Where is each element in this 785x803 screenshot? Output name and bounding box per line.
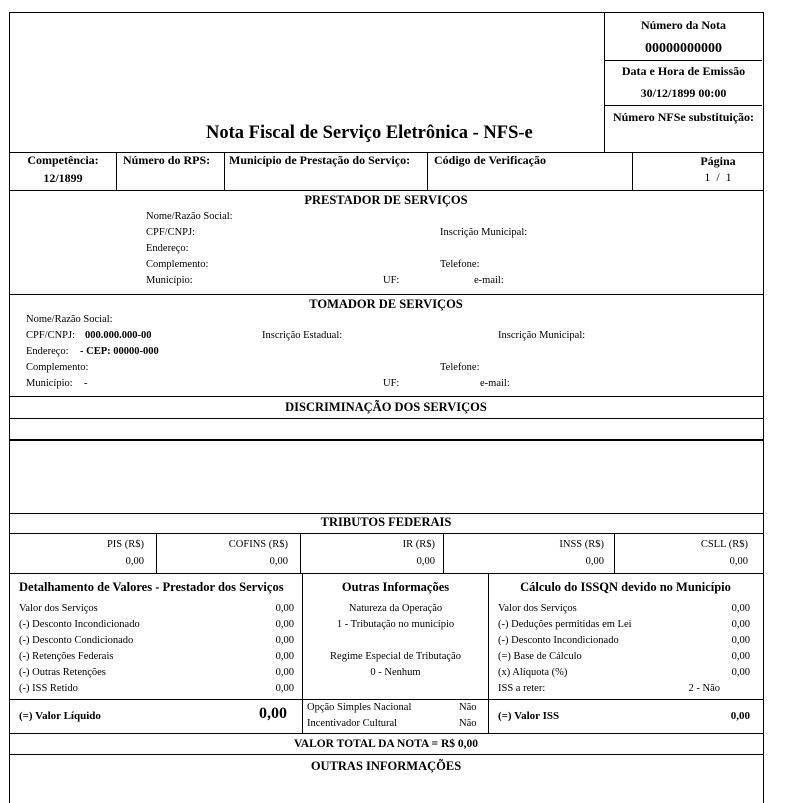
prestador-cpf-label: CPF/CNPJ: <box>146 227 196 238</box>
detalhamento-row-value: 0,00 <box>275 651 294 662</box>
valor-iss-value: 0,00 <box>730 710 750 722</box>
valor-liquido-label: (=) Valor Líquido <box>19 710 101 722</box>
nfse-substituicao-label: Número NFSe substituição: <box>612 110 755 124</box>
detalhamento-title: Detalhamento de Valores - Prestador dos Serviços <box>19 580 284 594</box>
section-divider <box>9 533 763 534</box>
tomador-inscricao-municipal-label: Inscrição Municipal: <box>498 330 586 341</box>
municipio-prestacao-label: Município de Prestação do Serviço: <box>229 153 411 167</box>
tributos-title: TRIBUTOS FEDERAIS <box>320 515 452 529</box>
section-divider <box>9 754 763 755</box>
calculo-row-label: ISS a reter: <box>498 683 546 694</box>
tomador-cpf-label: CPF/CNPJ: <box>26 330 76 341</box>
tomador-endereco-value: - CEP: 00000-000 <box>80 346 159 357</box>
valor-total-nota: VALOR TOTAL DA NOTA = R$ 0,00 <box>293 738 479 750</box>
codigo-verificacao-label: Código de Verificação <box>434 153 546 167</box>
tomador-title: TOMADOR DE SERVIÇOS <box>309 297 463 311</box>
calculo-row-label: (=) Base de Cálculo <box>498 651 582 662</box>
tomador-complemento-label: Complemento: <box>26 362 89 373</box>
pagina-value: 1 / 1 <box>704 170 732 184</box>
calculo-row-value: 0,00 <box>731 619 750 630</box>
info-divider <box>116 152 117 190</box>
section-divider <box>9 294 763 295</box>
detalhamento-row-label: (-) Outras Retenções <box>19 667 106 678</box>
detalhamento-row-value: 0,00 <box>275 667 294 678</box>
tributo-cofins-value: 0,00 <box>269 556 288 567</box>
section-divider <box>9 418 763 419</box>
prestador-uf-label: UF: <box>383 275 400 286</box>
tomador-municipio-value: - <box>84 378 88 389</box>
tributo-pis-label: PIS (R$) <box>106 539 144 550</box>
detalhamento-row-value: 0,00 <box>275 603 294 614</box>
header-right-divider <box>604 12 605 152</box>
calculo-row-value: 0,00 <box>731 635 750 646</box>
calculo-row-value: 0,00 <box>731 603 750 614</box>
tributo-inss-label: INSS (R$) <box>559 539 604 550</box>
prestador-email-label: e-mail: <box>474 275 504 286</box>
section-divider <box>9 513 763 514</box>
data-emissao-label: Data e Hora de Emissão <box>621 64 746 78</box>
section-divider <box>9 396 763 397</box>
info-divider <box>427 152 428 190</box>
data-emissao-value: 30/12/1899 00:00 <box>640 86 727 100</box>
discriminacao-title: DISCRIMINAÇÃO DOS SERVIÇOS <box>285 400 487 414</box>
prestador-inscricao-municipal-label: Inscrição Municipal: <box>440 227 528 238</box>
detalhamento-row-value: 0,00 <box>275 619 294 630</box>
tomador-email-label: e-mail: <box>480 378 510 389</box>
regime-tributacao-value: 0 - Nenhum <box>370 667 421 678</box>
valor-iss-label: (=) Valor ISS <box>498 710 560 722</box>
numero-nota-value: 00000000000 <box>645 41 722 56</box>
calculo-row-value: 0,00 <box>731 667 750 678</box>
section-divider <box>9 699 763 700</box>
calculo-row-value: 0,00 <box>731 651 750 662</box>
natureza-operacao-value: 1 - Tributação no município <box>336 619 455 630</box>
detalhamento-row-label: (-) Desconto Incondicionado <box>19 619 140 630</box>
tributo-pis-value: 0,00 <box>125 556 144 567</box>
tributo-ir-label: IR (R$) <box>402 539 435 550</box>
tomador-uf-label: UF: <box>383 378 400 389</box>
pagina-label: Página <box>700 154 736 168</box>
outras-informacoes-title: OUTRAS INFORMAÇÕES <box>310 759 462 773</box>
tributo-cofins-label: COFINS (R$) <box>228 539 288 550</box>
columns-divider <box>488 573 489 733</box>
simples-nacional-value: Não <box>459 702 477 713</box>
regime-tributacao-label: Regime Especial de Tributação <box>330 651 461 662</box>
prestador-title: PRESTADOR DE SERVIÇOS <box>304 193 468 207</box>
header-divider <box>605 105 762 106</box>
detalhamento-row-label: Valor dos Serviços <box>19 603 98 614</box>
calculo-row-label: (-) Desconto Incondicionado <box>498 635 619 646</box>
rps-label: Número do RPS: <box>123 153 211 167</box>
prestador-telefone-label: Telefone: <box>440 259 480 270</box>
document-title: Nota Fiscal de Serviço Eletrônica - NFS-e <box>206 123 533 143</box>
detalhamento-row-label: (-) ISS Retido <box>19 683 78 694</box>
tomador-endereco-label: Endereço: <box>26 346 69 357</box>
prestador-endereco-label: Endereço: <box>146 243 189 254</box>
calculo-row-label: Valor dos Serviços <box>498 603 577 614</box>
tomador-nome-label: Nome/Razão Social: <box>26 314 113 325</box>
tributo-csll-value: 0,00 <box>729 556 748 567</box>
detalhamento-row-label: (-) Desconto Condicionado <box>19 635 134 646</box>
tomador-telefone-label: Telefone: <box>440 362 480 373</box>
section-divider <box>9 573 763 574</box>
detalhamento-row-value: 0,00 <box>275 683 294 694</box>
natureza-operacao-label: Natureza da Operação <box>348 603 443 614</box>
prestador-municipio-label: Município: <box>146 275 193 286</box>
incentivador-cultural-value: Não <box>459 718 477 729</box>
info-divider <box>224 152 225 190</box>
section-divider <box>9 190 763 191</box>
calculo-row-label: (-) Deduções permitidas em Lei <box>498 619 632 630</box>
numero-nota-label: Número da Nota <box>640 18 727 32</box>
discriminacao-content-area <box>10 441 762 513</box>
incentivador-cultural-label: Incentivador Cultural <box>307 718 398 729</box>
tomador-inscricao-estadual-label: Inscrição Estadual: <box>262 330 343 341</box>
simples-nacional-label: Opção Simples Nacional <box>307 702 412 713</box>
header-divider <box>605 60 762 61</box>
detalhamento-row-value: 0,00 <box>275 635 294 646</box>
tributo-ir-value: 0,00 <box>416 556 435 567</box>
calculo-row-value: 2 - Não <box>688 683 720 694</box>
prestador-nome-label: Nome/Razão Social: <box>146 211 233 222</box>
info-divider <box>632 152 633 190</box>
tomador-cpf-value: 000.000.000-00 <box>85 330 152 341</box>
tomador-municipio-label: Município: <box>26 378 73 389</box>
detalhamento-row-label: (-) Retenções Federais <box>19 651 114 662</box>
calculo-row-label: (x) Alíquota (%) <box>498 667 568 678</box>
prestador-complemento-label: Complemento: <box>146 259 209 270</box>
competencia-label: Competência: <box>27 153 99 167</box>
section-divider <box>9 733 763 734</box>
tributo-csll-label: CSLL (R$) <box>700 539 748 550</box>
calculo-title: Cálculo do ISSQN devido no Município <box>520 580 731 594</box>
tributo-inss-value: 0,00 <box>585 556 604 567</box>
competencia-value: 12/1899 <box>43 171 83 185</box>
outras-info-title: Outras Informações <box>341 580 450 594</box>
valor-liquido-value: 0,00 <box>259 705 287 722</box>
